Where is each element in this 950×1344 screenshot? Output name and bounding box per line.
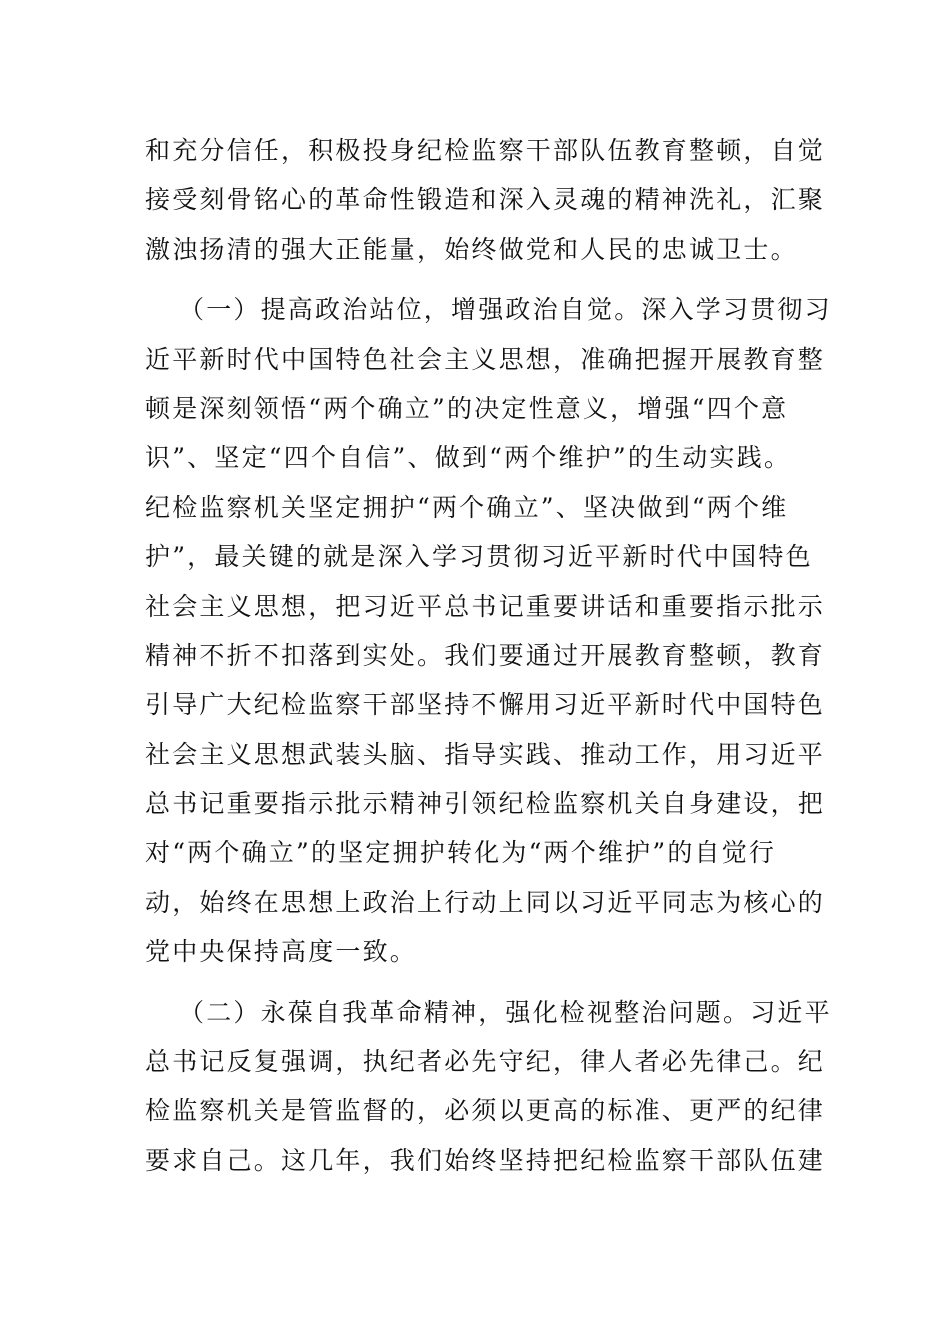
text-line: （二）永葆自我革命精神，强化检视整治问题。习近平	[179, 997, 832, 1027]
text-line: 纪检监察机关坚定拥护“两个确立”、坚决做到“两个维	[145, 492, 789, 522]
paragraph-section-two	[145, 988, 832, 1186]
text-line: （一）提高政治站位，增强政治自觉。深入学习贯彻习	[179, 295, 832, 325]
text-line: 总书记重要指示批示精神引领纪检监察机关自身建设，把	[145, 789, 826, 819]
text-line: 识”、坚定“四个自信”、做到“两个维护”的生动实践。	[145, 443, 792, 473]
text-line: 动，始终在思想上政治上行动上同以习近平同志为核心的	[145, 887, 826, 917]
text-line: 检监察机关是管监督的，必须以更高的标准、更严的纪律	[145, 1096, 826, 1126]
text-line: 总书记反复强调，执纪者必先守纪，律人者必先律己。纪	[145, 1047, 826, 1077]
text-line: 对“两个确立”的坚定拥护转化为“两个维护”的自觉行	[145, 838, 777, 868]
paragraph-section-one	[145, 285, 832, 976]
text-line: 激浊扬清的强大正能量，始终做党和人民的忠诚卫士。	[145, 234, 798, 264]
text-line: 社会主义思想武装头脑、指导实践、推动工作，用习近平	[145, 739, 826, 769]
text-line: 近平新时代中国特色社会主义思想，准确把握开展教育整	[145, 344, 826, 374]
text-line: 和充分信任，积极投身纪检监察干部队伍教育整顿，自觉	[145, 136, 826, 165]
text-line: 引导广大纪检监察干部坚持不懈用习近平新时代中国特色	[145, 690, 826, 720]
document-body	[145, 126, 832, 1185]
text-line: 精神不折不扣落到实处。我们要通过开展教育整顿，教育	[145, 640, 826, 670]
text-line: 接受刻骨铭心的革命性锻造和深入灵魂的精神洗礼，汇聚	[145, 185, 826, 215]
text-line: 顿是深刻领悟“两个确立”的决定性意义，增强“四个意	[145, 393, 789, 423]
text-line: 党中央保持高度一致。	[145, 937, 418, 967]
text-line: 要求自己。这几年，我们始终坚持把纪检监察干部队伍建	[145, 1145, 826, 1175]
paragraph-intro-continuation	[145, 126, 826, 274]
text-line: 护”，最关键的就是深入学习贯彻习近平新时代中国特色	[145, 542, 813, 572]
text-line: 社会主义思想，把习近平总书记重要讲话和重要指示批示	[145, 591, 826, 621]
